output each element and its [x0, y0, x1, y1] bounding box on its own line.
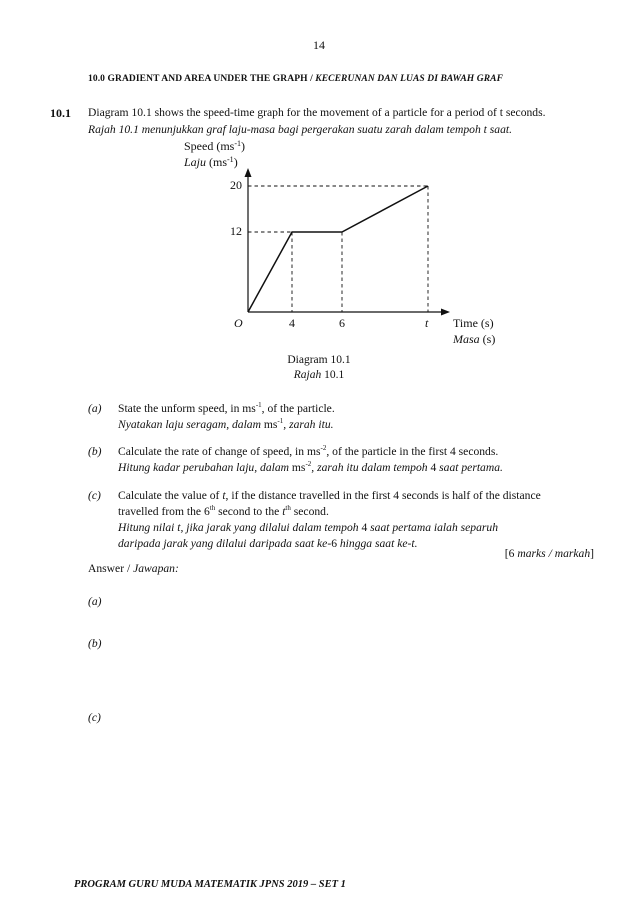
question-intro-en — [88, 106, 546, 119]
x-tick-6: 6 — [339, 316, 345, 330]
y-axis-label-ms: Laju $(ms^{-1})$ — [184, 155, 238, 169]
y-tick-20: 20 — [230, 178, 242, 192]
part-a-label: (a) — [88, 402, 102, 415]
y-axis-arrow — [245, 168, 252, 177]
part-a-ms: Nyatakan laju seragam, dalam $ms^{-1}$, zarah itu. — [118, 417, 334, 431]
y-tick-12: 12 — [230, 224, 242, 238]
x-axis-arrow — [441, 309, 450, 316]
y-axis-label-en: Speed $(ms^{-1})$ — [184, 139, 245, 153]
question-intro-ms: Rajah 10.1 menunjukkan graf laju-masa bagi pergerakan suatu zarah dalam tempoh t saat. — [88, 123, 513, 136]
diagram-caption-en: Diagram 10.1 — [287, 354, 351, 366]
diagram-caption-ms: Rajah 10.1 — [293, 369, 345, 381]
part-c-en-line2: travelled from the 6th second to the $t^{th}$ second. — [118, 504, 329, 518]
answer-c-label: (c) — [88, 711, 101, 724]
answer-a-label: (a) — [88, 595, 102, 608]
graph-svg — [170, 136, 520, 348]
speed-time-graph — [170, 136, 520, 352]
question-number: 10.1 — [50, 106, 71, 120]
part-c-en-line1: Calculate the value of t, if the distance travelled in the first 4 seconds is half of the distance — [118, 489, 541, 502]
section-title-en: 10.0 GRADIENT AND AREA UNDER THE GRAPH / — [88, 74, 316, 84]
part-c-label: (c) — [88, 489, 101, 502]
part-a-en: State the unform speed, in $ms^{-1}$, of the particle. — [118, 401, 335, 415]
part-c-ms-line2: daripada jarak yang dilalui daripada saat ke-6 hingga saat ke-t. — [118, 537, 418, 550]
marks-label: [6 marks / markah] — [504, 547, 594, 560]
part-b-ms: Hitung kadar perubahan laju, dalam $ms^{-2}$, zarah itu dalam tempoh 4 saat pertama. — [118, 460, 503, 474]
page-number: 14 — [313, 38, 325, 52]
x-tick-t: t — [425, 316, 429, 330]
part-c-ms-line1: Hitung nilai t, jika jarak yang dilalui dalam tempoh 4 saat pertama ialah separuh — [118, 521, 499, 534]
section-title-ms: KECERUNAN DAN LUAS DI BAWAH GRAF — [315, 74, 504, 84]
part-b-en: Calculate the rate of change of speed, in $ms^{-2}$, of the particle in the first 4 seconds. — [118, 444, 499, 458]
speed-line — [248, 186, 428, 312]
part-b-label: (b) — [88, 445, 102, 458]
intro-en-text: Diagram 10.1 shows the speed-time graph for the movement of a particle for a period of t seconds. — [88, 106, 546, 119]
section-title — [88, 74, 503, 84]
footer: PROGRAM GURU MUDA MATEMATIK JPNS 2019 – SET 1 — [74, 879, 346, 890]
answer-b-label: (b) — [88, 637, 102, 650]
x-axis-label-ms: Masa (s) — [453, 332, 496, 346]
x-axis-label-en: Time (s) — [453, 316, 494, 330]
origin-label: O — [234, 316, 243, 330]
answer-label: Answer / Jawapan: — [88, 562, 179, 575]
x-tick-4: 4 — [289, 316, 295, 330]
